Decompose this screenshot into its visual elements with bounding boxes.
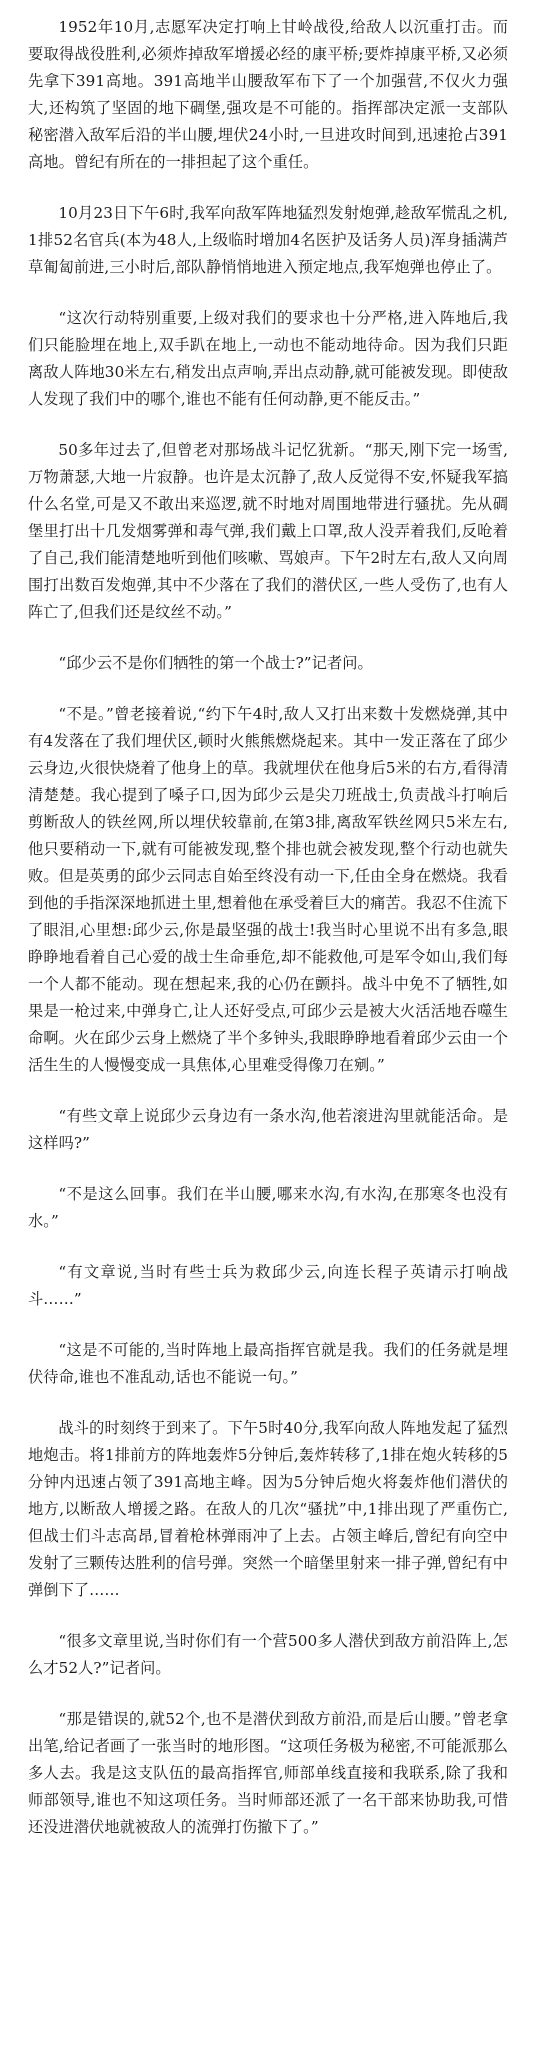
- article-paragraph: “这是不可能的,当时阵地上最高指挥官就是我。我们的任务就是埋伏待命,谁也不准乱动,话也不能说一句。”: [28, 1341, 508, 1386]
- article-paragraph: 1952年10月,志愿军决定打响上甘岭战役,给敌人以沉重打击。而要取得战役胜利,必须炸掉敌军增援必经的康平桥;要炸掉康平桥,又必须先拿下391高地。391高地半山腰敌军布下了一个加强营,不仅火力强大,还构筑了坚固的地下碉堡,强攻是不可能的。指挥部决定派一支部队秘密潜入敌军后沿的半山腰,埋伏24小时,一旦进攻时间到,迅速抢占391高地。曾纪有所在的一排担起了这个重任。: [28, 18, 508, 171]
- article-paragraph: “那是错误的,就52个,也不是潜伏到敌方前沿,而是后山腰。”曾老拿出笔,给记者画了一张当时的地形图。“这项任务极为秘密,不可能派那么多人去。我是这支队伍的最高指挥官,师部单线直接和我联系,除了我和师部领导,谁也不知这项任务。当时师部还派了一名干部来协助我,可惜还没进潜伏地就被敌人的流弹打伤撤下了。”: [28, 1710, 508, 1836]
- article-paragraph: “有文章说,当时有些士兵为救邱少云,向连长程子英请示打响战斗……”: [28, 1263, 508, 1308]
- article-paragraph: “有些文章上说邱少云身边有一条水沟,他若滚进沟里就能活命。是这样吗?”: [28, 1107, 508, 1152]
- article-paragraph: “不是这么回事。我们在半山腰,哪来水沟,有水沟,在那寒冬也没有水。”: [28, 1185, 508, 1230]
- article-paragraph: “不是。”曾老接着说,“约下午4时,敌人又打出来数十发燃烧弹,其中有4发落在了我们埋伏区,顿时火熊熊燃烧起来。其中一发正落在了邱少云身边,火很快烧着了他身上的草。我就埋伏在他身后5米的右方,看得清清楚楚。我心提到了嗓子口,因为邱少云是尖刀班战士,负责战斗打响后剪断敌人的铁丝网,所以埋伏较靠前,在第3排,离敌军铁丝网只5米左右,他只要稍动一下,就有可能被发现,整个排也就会被发现,整个行动也就失败。但是英勇的邱少云同志自始至终没有动一下,任由全身在燃烧。我看到他的手指深深地抓进土里,想着他在承受着巨大的痛苦。我忍不住流下了眼泪,心里想:邱少云,你是最坚强的战士!我当时心里说不出有多急,眼睁睁地看着自己心爱的战士生命垂危,却不能救他,可是军令如山,我们每一个人都不能动。现在想起来,我的心仍在颤抖。战斗中免不了牺牲,如果是一枪过来,中弹身亡,让人还好受点,可邱少云是被大火活活地吞噬生命啊。火在邱少云身上燃烧了半个多钟头,我眼睁睁地看着邱少云由一个活生生的人慢慢变成一具焦体,心里难受得像刀在剜。”: [28, 705, 508, 1074]
- article-paragraph: 50多年过去了,但曾老对那场战斗记忆犹新。“那天,刚下完一场雪,万物萧瑟,大地一片寂静。也许是太沉静了,敌人反觉得不安,怀疑我军搞什么名堂,可是又不敢出来巡逻,就不时地对周围地带进行骚扰。先从碉堡里打出十几发烟雾弹和毒气弹,我们戴上口罩,敌人没弄着我们,反呛着了自己,我们能清楚地听到他们咳嗽、骂娘声。下午2时左右,敌人又向周围打出数百发炮弹,其中不少落在了我们的潜伏区,一些人受伤了,也有人阵亡了,但我们还是纹丝不动。”: [28, 441, 508, 621]
- article-paragraph: “这次行动特别重要,上级对我们的要求也十分严格,进入阵地后,我们只能脸埋在地上,双手趴在地上,一动也不能动地待命。因为我们只距离敌人阵地30米左右,稍发出点声响,弄出点动静,就可能被发现。即使敌人发现了我们中的哪个,谁也不能有任何动静,更不能反击。”: [28, 309, 508, 408]
- article-paragraph: “邱少云不是你们牺牲的第一个战士?”记者问。: [58, 654, 373, 672]
- article-paragraph: “很多文章里说,当时你们有一个营500多人潜伏到敌方前沿阵上,怎么才52人?”记者问。: [28, 1632, 508, 1677]
- article-paragraph: 战斗的时刻终于到来了。下午5时40分,我军向敌人阵地发起了猛烈地炮击。将1排前方的阵地轰炸5分钟后,轰炸转移了,1排在炮火转移的5分钟内迅速占领了391高地主峰。因为5分钟后炮火将轰炸他们潜伏的地方,以断敌人增援之路。在敌人的几次“骚扰”中,1排出现了严重伤亡,但战士们斗志高昂,冒着枪林弹雨冲了上去。占领主峰后,曾纪有向空中发射了三颗传达胜利的信号弹。突然一个暗堡里射来一排子弹,曾纪有中弹倒下了……: [28, 1419, 508, 1599]
- article-paragraph: 10月23日下午6时,我军向敌军阵地猛烈发射炮弹,趁敌军慌乱之机,1排52名官兵(本为48人,上级临时增加4名医护及话务人员)浑身插满芦草匍匐前进,三小时后,部队静悄悄地进入预定地点,我军炮弹也停止了。: [28, 204, 508, 276]
